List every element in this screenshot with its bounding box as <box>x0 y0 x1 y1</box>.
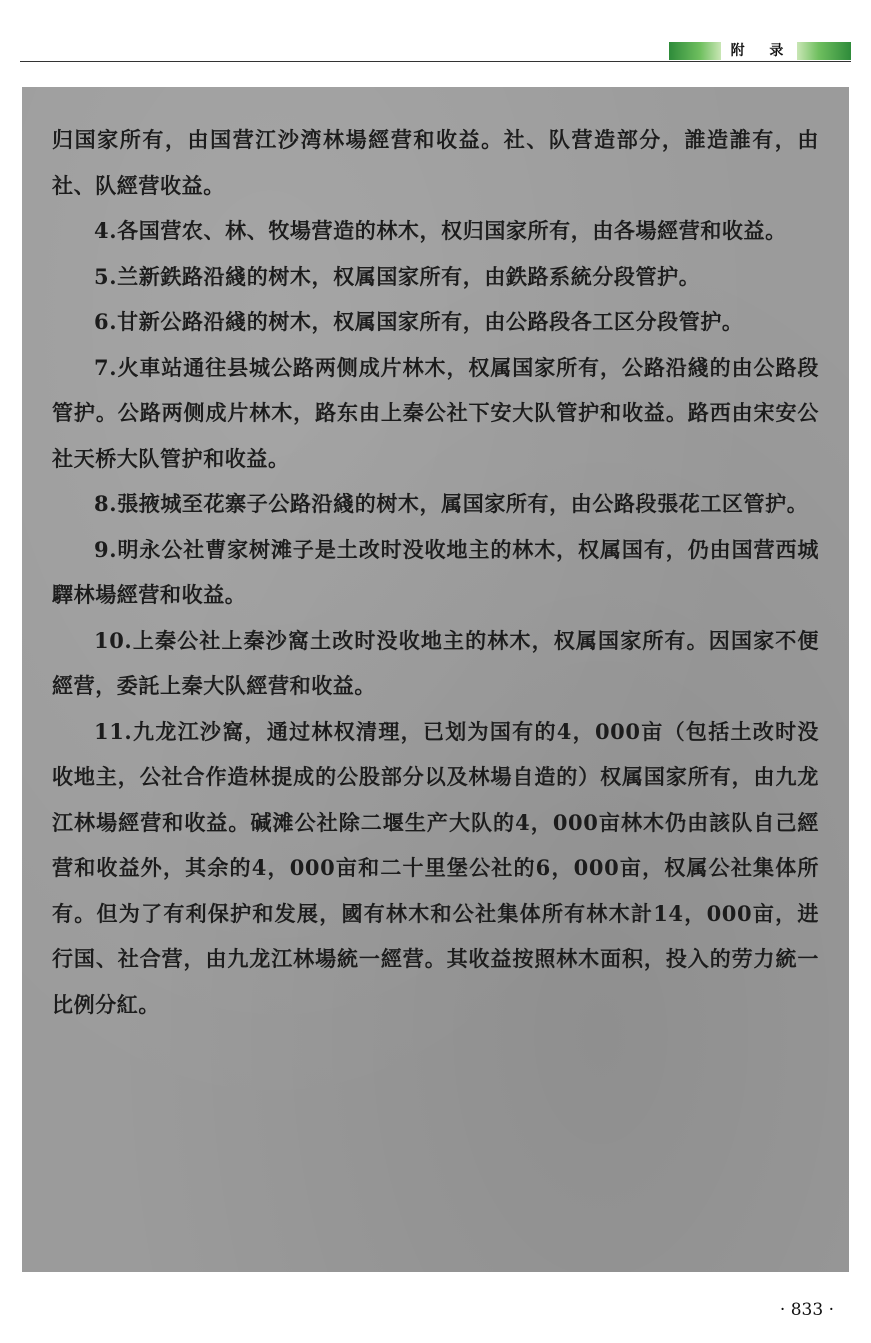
paragraph-item-4: 4.各国营农、林、牧場营造的林木，权归国家所有，由各場經营和收益。 <box>94 218 787 243</box>
scanned-document-image <box>22 87 849 1272</box>
paragraph-item-9: 9.明永公社曹家树滩子是土改时没收地主的林木，权属国有，仍由国营西城驛林場經营和收益。 <box>52 536 819 607</box>
paragraph-item-6: 6.甘新公路沿綫的树木，权属国家所有，由公路段各工区分段管护。 <box>94 309 744 334</box>
paragraph-continued: 归国家所有，由国营江沙湾林場經营和收益。社、队营造部分，誰造誰有，由社、队經营收益。 <box>52 127 819 198</box>
page-number: · 833 · <box>779 1300 834 1320</box>
section-header <box>669 42 851 60</box>
paragraph-item-8: 8.張掖城至花寨子公路沿綫的树木，属国家所有，由公路段張花工区管护。 <box>94 491 809 516</box>
paragraph-item-7: 7.火車站通往县城公路两侧成片林木，权属国家所有，公路沿綫的由公路段管护。公路两侧成片林木，路东由上秦公社下安大队管护和收益。路西由宋安公社天桥大队管护和收益。 <box>52 354 819 471</box>
header-accent-right <box>797 42 851 60</box>
paragraph-item-10: 10.上秦公社上秦沙窩土改时没收地主的林木，权属国家所有。因国家不便經营，委託上秦大队經营和收益。 <box>52 627 819 698</box>
header-accent-left <box>669 42 721 60</box>
paragraph-item-11: 11.九龙江沙窩，通过林权清理，已划为国有的4，000亩（包括土改时没收地主，公社合作造林提成的公股部分以及林場自造的）权属国家所有，由九龙江林場經营和收益。碱滩公社除二堰生产大队的4，000亩林木仍由該队自己經营和收益外，其余的4，000亩和二十里堡公社的6，000亩，权属公社集体所有。但为了有利保护和发展，國有林木和公社集体所有林木計14，000亩，进行国、社合营，由九龙江林場統一經营。其收益按照林木面积，投入的劳力統一比例分紅。 <box>52 718 819 1017</box>
section-label: 附 录 <box>721 42 797 60</box>
header-rule <box>20 61 851 62</box>
paragraph-item-5: 5.兰新鉄路沿綫的树木，权属国家所有，由鉄路系統分段管护。 <box>94 263 701 289</box>
